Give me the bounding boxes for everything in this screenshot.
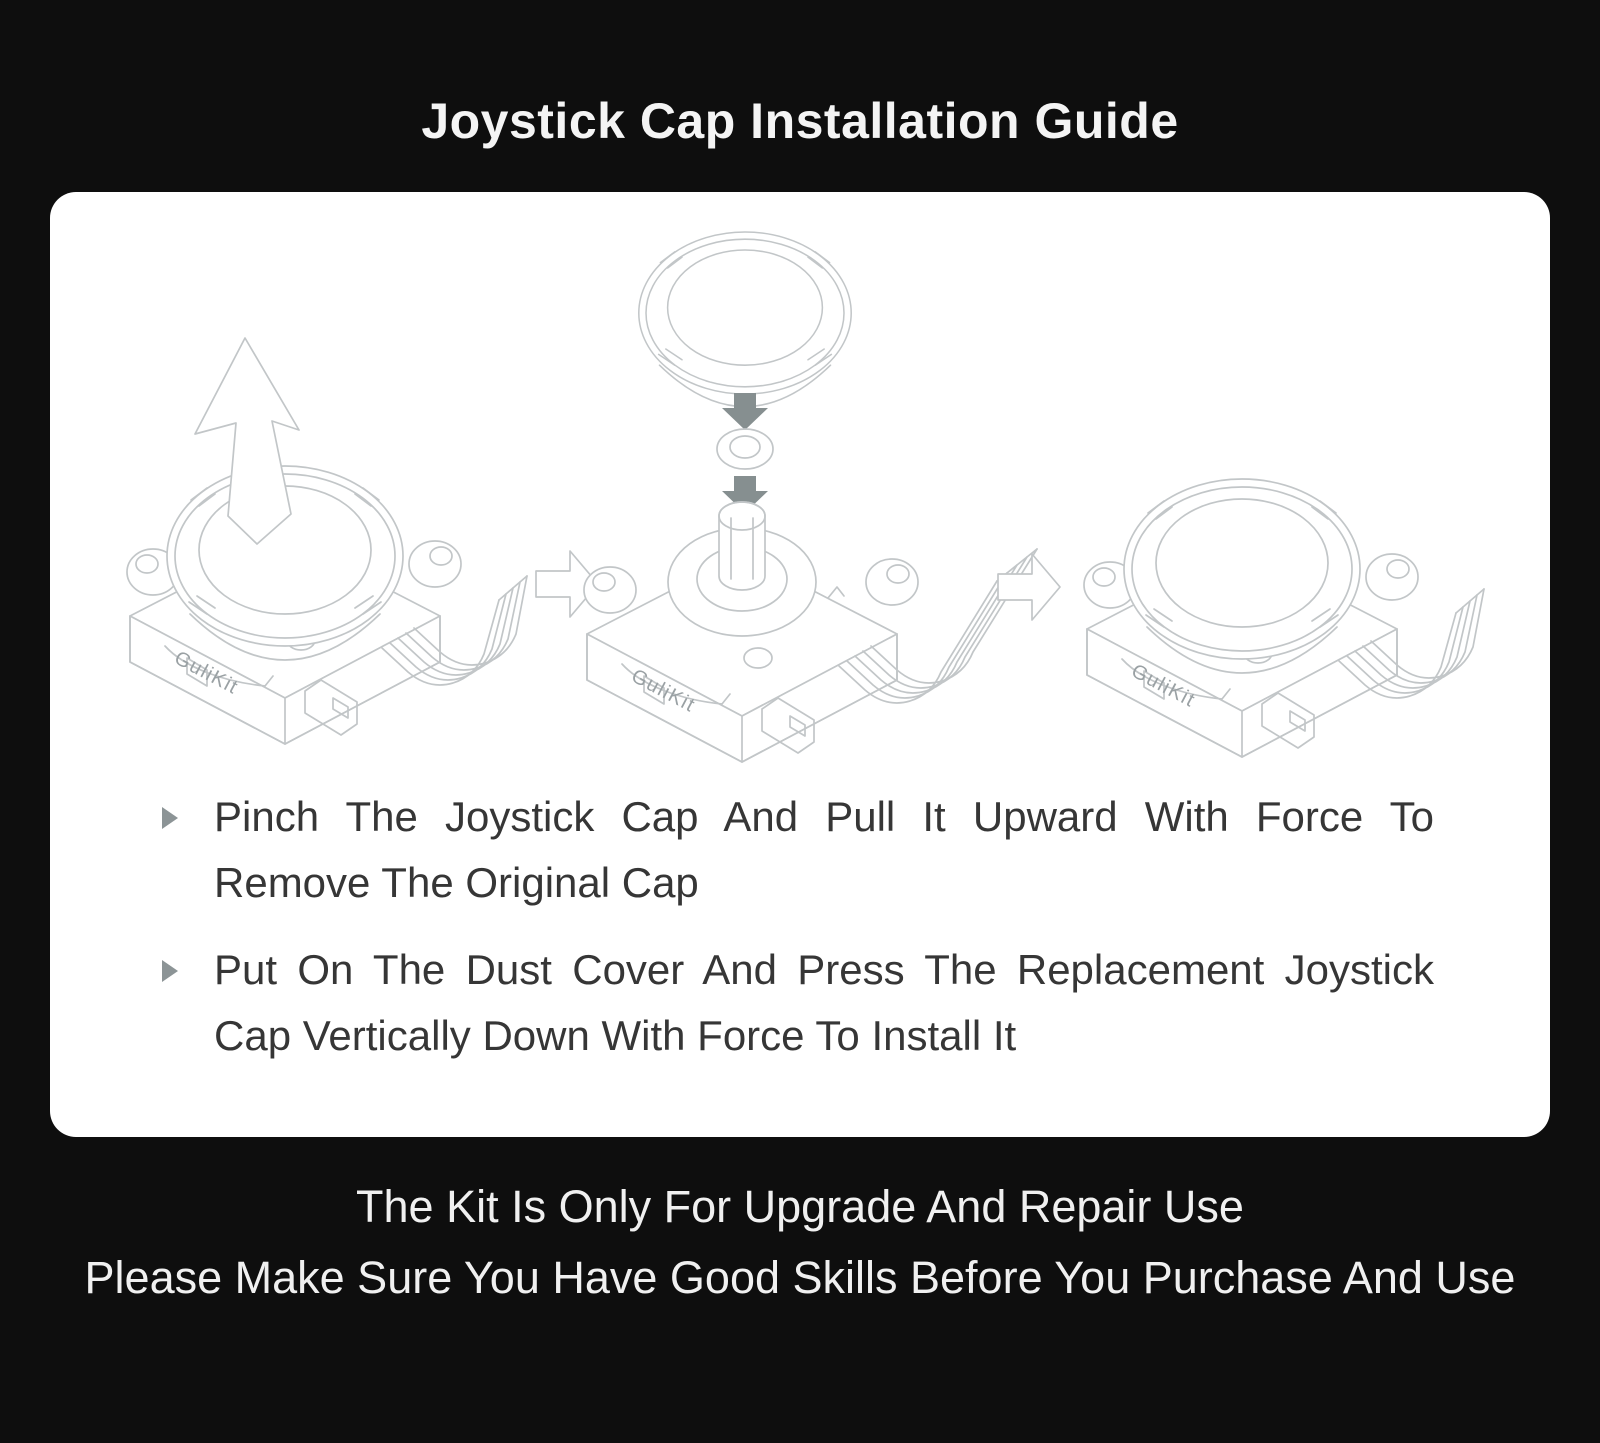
replacement-cap-icon xyxy=(639,232,851,407)
device-brand-label: GuliKit xyxy=(1127,659,1200,712)
step-arrow-right-icon xyxy=(998,554,1060,620)
instruction-line: Remove The Original Cap xyxy=(214,859,699,906)
instruction-list xyxy=(162,784,1434,1069)
installation-diagram xyxy=(50,218,1550,778)
step-3-finished-illustration xyxy=(1084,479,1484,757)
bare-stick-icon xyxy=(668,502,816,636)
instruction-text xyxy=(214,937,1434,1069)
page-title: Joystick Cap Installation Guide xyxy=(421,93,1179,149)
bullet-triangle-icon xyxy=(162,807,178,829)
press-down-arrow-icon xyxy=(722,393,768,430)
instruction-line: Cap Vertically Down With Force To Install It xyxy=(214,1012,1017,1059)
instruction-bullet xyxy=(162,784,1434,916)
instruction-text xyxy=(214,784,1434,916)
footer-line: Please Make Sure You Have Good Skills Before You Purchase And Use xyxy=(84,1252,1516,1303)
device-brand-label: GuliKit xyxy=(170,646,243,699)
footer-note xyxy=(0,1171,1600,1313)
instruction-card xyxy=(50,192,1550,1137)
footer-line: The Kit Is Only For Upgrade And Repair Use xyxy=(356,1181,1244,1232)
step-1-remove-cap-illustration xyxy=(127,338,527,744)
instruction-bullet xyxy=(162,937,1434,1069)
device-brand-label: GuliKit xyxy=(627,664,700,717)
dust-cover-ring-icon xyxy=(717,429,773,469)
bullet-triangle-icon xyxy=(162,960,178,982)
instruction-line: Pinch The Joystick Cap And Pull It Upward With Force To xyxy=(214,793,1434,840)
step-2-install-cap-illustration xyxy=(584,232,1037,762)
instruction-line: Put On The Dust Cover And Press The Replacement Joystick xyxy=(214,946,1434,993)
